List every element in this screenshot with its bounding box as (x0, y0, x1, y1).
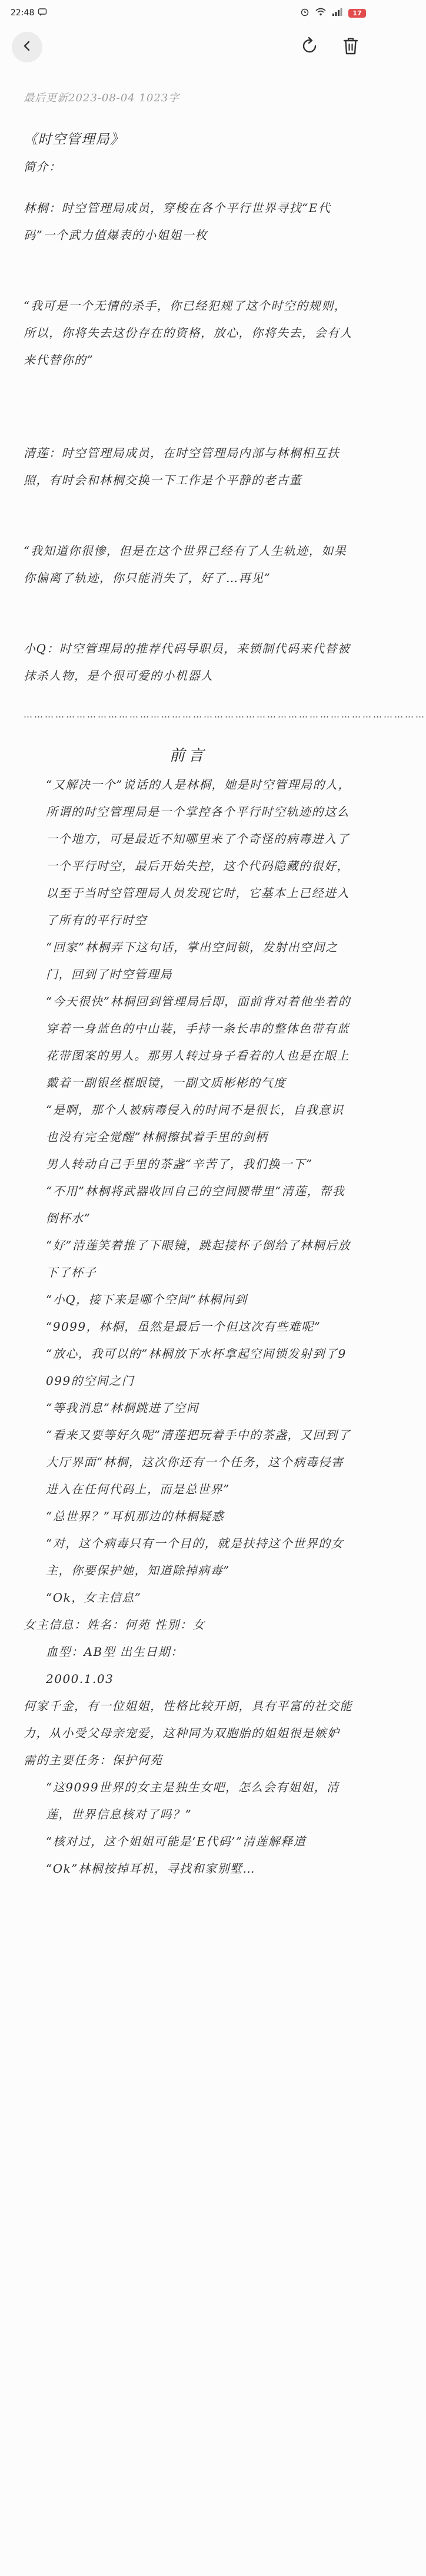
story-paragraph: “看来又要等好久呢”清莲把玩着手中的茶盏，又回到了大厅界面“林桐，这次你还有一个任务，这个病毒侵害进入在任何代码上，而是总世界” (46, 1428, 351, 1496)
story-paragraph: “今天很快”林桐回到管理局后即，面前背对着他坐着的穿着一身蓝色的中山装，手持一条长串的整体色带有蓝花带图案的男人。那男人转过身子看着的人也是在眼上戴着一副银丝框眼镜，一副文质彬彬的气度 (46, 994, 351, 1090)
heroine-info-line: 血型：AB型 出生日期： (46, 1645, 184, 1659)
story-paragraph: “等我消息”林桐跳进了空间 (46, 1401, 199, 1415)
section-divider: …………………………………………………………………………………………………… (24, 709, 426, 720)
undo-icon (299, 36, 320, 58)
toolbar (0, 26, 377, 68)
battery-badge: 17 (348, 9, 366, 18)
trash-icon (341, 36, 360, 58)
story-paragraph: “这9099世界的女主是独生女吧，怎么会有姐姐，清莲，世界信息核对了吗？” (46, 1780, 340, 1821)
undo-button[interactable] (295, 33, 324, 61)
story-paragraph: “放心，我可以的”林桐放下水杯拿起空间锁发射到了9099的空间之门 (46, 1347, 347, 1388)
message-icon (38, 7, 47, 19)
wifi-icon (315, 7, 326, 19)
story-paragraph: “对，这个病毒只有一个目的，就是扶持这个世界的女主，你要保护她，知道除掉病毒” (46, 1536, 344, 1578)
story-paragraph: “Ok”林桐按掉耳机，寻找和家别墅… (46, 1861, 255, 1876)
quote-qinglian: “我知道你很惨，但是在这个世界已经有了人生轨迹，如果你偏离了轨迹，你只能消失了，好了…再见” (24, 544, 347, 585)
intro-label: 简介： (24, 160, 62, 174)
story-paragraph: “小Q，接下来是哪个空间”林桐问到 (46, 1292, 248, 1307)
story-paragraph: “是啊，那个人被病毒侵入的时间不是很长，自我意识也没有完全觉醒”林桐擦拭着手里的剑柄 (46, 1103, 344, 1144)
status-right (300, 7, 366, 19)
clock: 22:48 (11, 8, 35, 18)
story-paragraph: “不用”林桐将武器收回自己的空间腰带里“清莲，帮我倒杯水” (46, 1184, 345, 1225)
story-paragraph: “好”清莲笑着推了下眼镜，跳起接杯子倒给了林桐后放下了杯子 (46, 1238, 351, 1279)
quote-lintong: “我可是一个无情的杀手，你已经犯规了这个时空的规则，所以，你将失去这份存在的资格，放心，你将失去，会有人来代替你的” (24, 299, 352, 367)
story-paragraph: “核对过，这个姐姐可能是‘E代码’”清莲解释道 (46, 1834, 307, 1848)
heroine-description: 何家千金，有一位姐姐，性格比较开朗，具有平富的社交能力，从小受父母亲宠爱，这种同为双胞胎的姐姐很是嫉妒 (24, 1699, 352, 1740)
note-body[interactable] (0, 105, 426, 1882)
story-paragraph: “总世界？”耳机那边的林桐疑惑 (46, 1509, 224, 1523)
status-bar (0, 0, 377, 26)
character-lintong: 林桐：时空管理局成员，穿梭在各个平行世界寻找“E代码”一个武力值爆表的小姐姐一枚 (24, 201, 331, 242)
mission-line: 需的主要任务：保护何苑 (24, 1753, 163, 1767)
story-paragraph: “Ok，女主信息” (46, 1590, 142, 1605)
alarm-icon (300, 7, 309, 19)
back-button[interactable] (12, 32, 42, 62)
preface-heading: 前言 (169, 747, 207, 765)
signal-icon (332, 8, 342, 18)
status-left (11, 7, 47, 19)
toolbar-actions (295, 33, 365, 61)
heroine-info-line: 女主信息：姓名：何苑 性别：女 (24, 1618, 205, 1632)
delete-button[interactable] (337, 33, 365, 61)
heroine-birthdate: 2000.1.03 (46, 1672, 114, 1686)
story-paragraph: “又解决一个”说话的人是林桐，她是时空管理局的人，所谓的时空管理局是一个掌控各个平行时空轨迹的这么一个地方，可是最近不知哪里来了个奇怪的病毒进入了一个平行时空，最后开始失控，这个代码隐藏的很好，以至于当时空管理局人员发现它时，它基本上已经进入了所有的平行时空 (46, 778, 351, 927)
back-icon (21, 39, 34, 55)
story-paragraph: “9099，林桐，虽然是最后一个但这次有些难呢” (46, 1320, 321, 1334)
character-xiaoq: 小Q：时空管理局的推荐代码导职员，来锁制代码来代替被抹杀人物，是个很可爱的小机器人 (24, 641, 351, 683)
character-qinglian: 清莲：时空管理局成员，在时空管理局内部与林桐相互扶照，有时会和林桐交换一下工作是个平静的老古董 (24, 446, 340, 487)
story-paragraph: 男人转动自己手里的茶盏“辛苦了，我们换一下” (46, 1157, 313, 1171)
note-meta: 最后更新2023-08-04 1023字 (24, 92, 180, 104)
note-title: 《时空管理局》 (24, 132, 125, 147)
story-paragraph: “回家”林桐弄下这句话，掌出空间锁，发射出空间之门，回到了时空管理局 (46, 940, 338, 981)
